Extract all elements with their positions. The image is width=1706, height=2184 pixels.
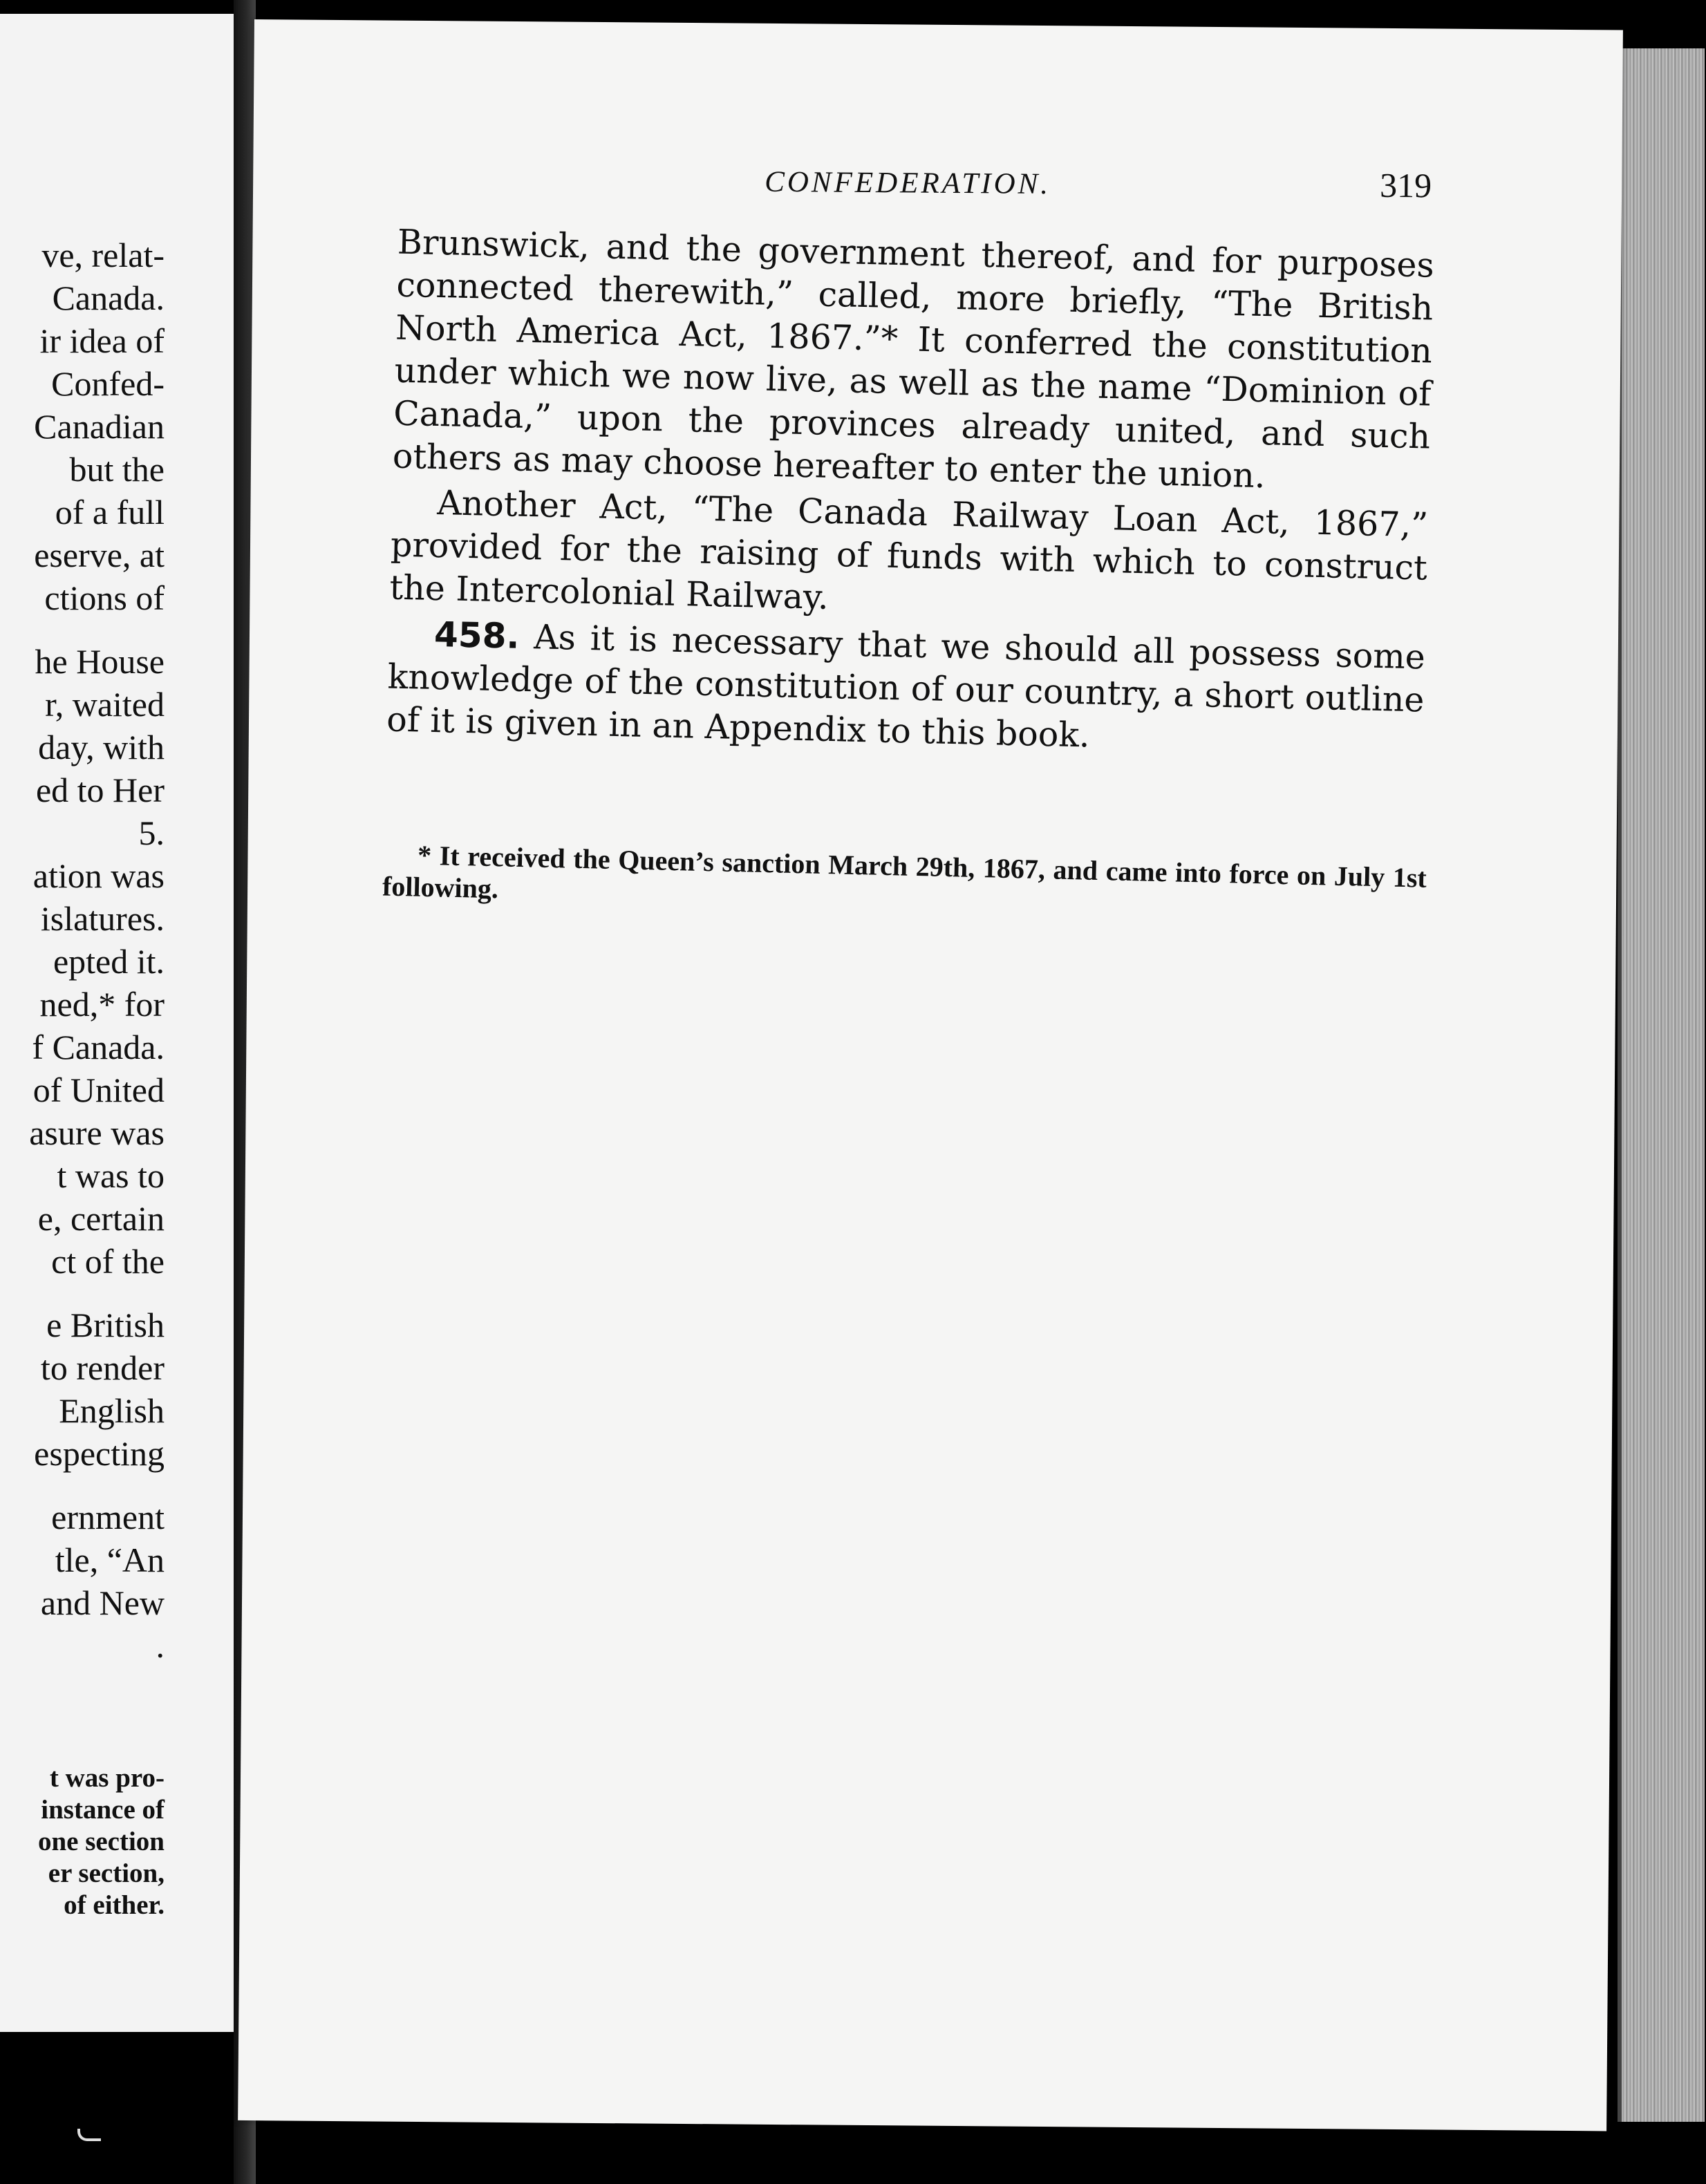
left-page-line: islatures.	[40, 899, 165, 938]
left-page-line: ernment	[51, 1498, 165, 1536]
left-page-line: f Canada.	[32, 1028, 165, 1066]
left-page-line: he House	[35, 642, 165, 681]
left-page-text	[0, 234, 165, 1667]
left-page-line	[0, 1475, 165, 1496]
paragraph-3-text: As it is necessary that we should all possess some knowledge of the constitution of our country, a short outline of it is given in an Appendix to this book.	[386, 617, 1426, 755]
paragraph-2: Another Act, “The Canada Railway Loan Act, 1867,” provided for the raising of funds with which to construct the Intercolonial Railway.	[389, 483, 1429, 617]
left-page-line: especting	[34, 1434, 165, 1473]
left-page-line: t was to	[57, 1156, 165, 1195]
left-page-line	[0, 1283, 165, 1303]
left-page-line: day, with	[38, 728, 165, 766]
left-page-note-line: t was pro-	[49, 1763, 165, 1793]
left-page-line: e, certain	[37, 1199, 165, 1238]
left-page-note-line: instance of	[41, 1795, 165, 1825]
left-page-note-line: one section	[37, 1827, 165, 1856]
left-page-line: Canada.	[52, 279, 165, 317]
left-page-line: ve, relat-	[41, 236, 165, 274]
section-number: 458.	[433, 614, 521, 657]
left-page-line: of United	[32, 1071, 165, 1109]
left-page-line: asure was	[29, 1113, 165, 1152]
left-page-line: to render	[40, 1348, 165, 1387]
left-page-note-line: of either.	[64, 1890, 165, 1920]
left-page-line: .	[156, 1626, 165, 1665]
paragraph-3	[386, 612, 1426, 764]
running-head: CONFEDERATION.	[764, 165, 1051, 201]
left-page-line: and New	[40, 1583, 165, 1622]
left-page-line	[0, 619, 165, 640]
left-page-footnotes	[0, 1762, 165, 1921]
left-page-note-line: er section,	[48, 1858, 165, 1888]
left-page-line: ation was	[32, 856, 165, 895]
left-page-line: epted it.	[53, 942, 165, 981]
left-page-line: r, waited	[45, 685, 165, 724]
left-page-line: ir idea of	[39, 321, 165, 360]
stray-mark	[77, 2129, 101, 2141]
left-page-line: tle, “An	[55, 1541, 165, 1579]
left-page-line: but the	[69, 450, 165, 489]
left-page-line: ctions of	[44, 578, 165, 617]
left-page	[0, 14, 236, 2032]
left-page-line: ned,* for	[39, 985, 165, 1024]
page-number: 319	[1379, 165, 1432, 205]
paragraph-1: Brunswick, and the government thereof, and for purposes connected therewith,” called, more briefly, “The British North America Act, 1867.”* It conferred the constitution under which we now live, as well as the name “Dominion of Canada,” upon the provinces already united, and such others as may choose hereafter to enter the union.	[392, 222, 1435, 496]
footnote: * It received the Queen’s sanction March 29th, 1867, and came into force on July 1st following.	[382, 839, 1427, 905]
left-page-line: of a full	[55, 493, 165, 531]
left-page-line: ct of the	[51, 1242, 165, 1281]
body-text	[386, 221, 1435, 765]
left-page-line: e British	[46, 1306, 165, 1344]
left-page-line: ed to Her	[35, 771, 165, 809]
left-page-line: 5.	[138, 813, 165, 852]
left-page-line: Canadian	[34, 407, 165, 446]
right-page	[238, 19, 1623, 2131]
left-page-line: Confed-	[51, 364, 165, 403]
left-page-line: eserve, at	[34, 536, 165, 574]
page-edges	[1618, 48, 1705, 2122]
left-page-line: English	[59, 1391, 165, 1430]
